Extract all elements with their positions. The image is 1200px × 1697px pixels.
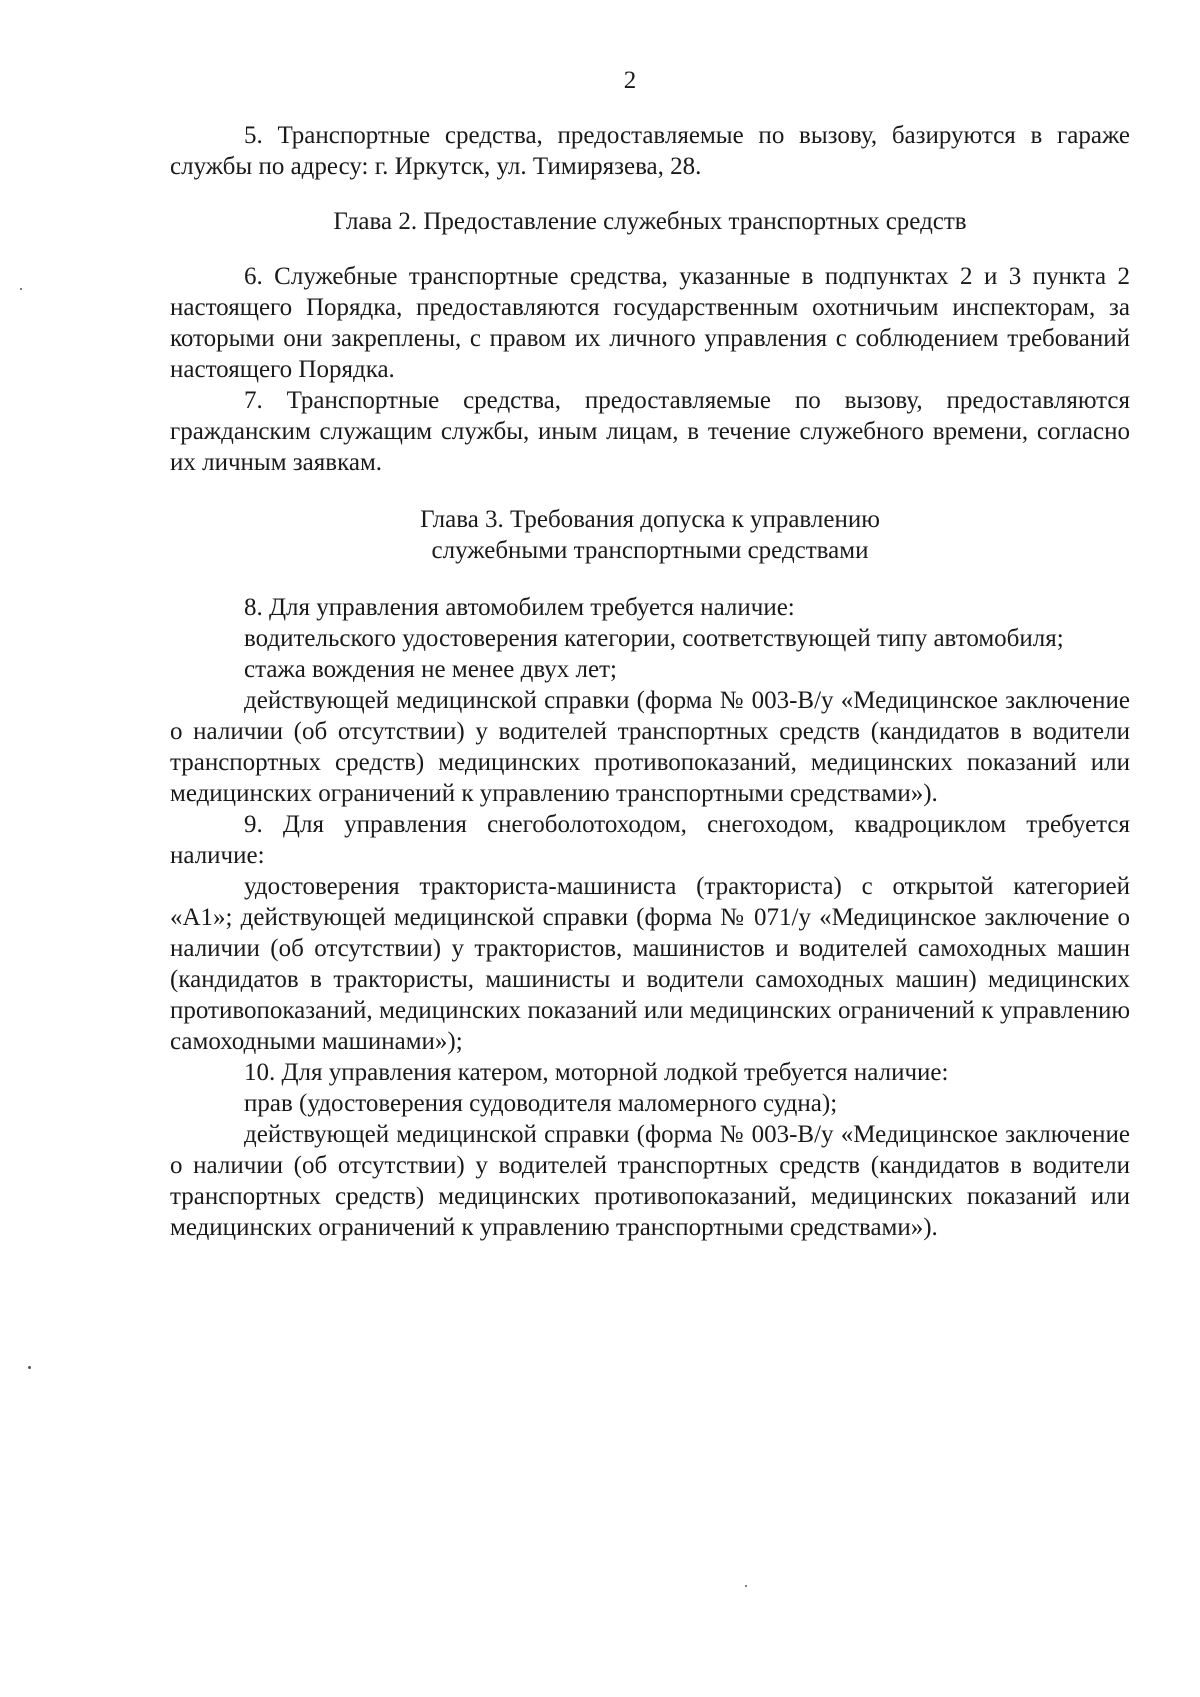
- paragraph-9-item-tractor: удостоверения тракториста-машиниста (тракториста) с открытой категорией «А1»; действующей медицинской справки (форма № 071/у «Медицинское заключение о наличии (об отсутствии) у трактористов, машинистов и водителей самоходных машин (кандидатов в трактористы, машинисты и водители самоходных машин) медицинских противопоказаний, медицинских показаний или медицинских ограничений к управлению самоходными машинами»);: [170, 873, 1130, 1055]
- paragraph-6: 6. Служебные транспортные средства, указанные в подпунктах 2 и 3 пункта 2 настоящего Порядка, предоставляются государственным охотничьим инспекторам, за которыми они закреплены, с правом их личного управления с соблюдением требований настоящего Порядка.: [170, 263, 1130, 383]
- chapter-3-heading-line-1: Глава 3. Требования допуска к управлению: [420, 506, 880, 533]
- chapter-2-heading: Глава 2. Предоставление служебных транспортных средств: [333, 208, 967, 235]
- paragraph-5: 5. Транспортные средства, предоставляемые по вызову, базируются в гараже службы по адресу: г. Иркутск, ул. Тимирязева, 28.: [170, 122, 1130, 180]
- paragraph-9: 9. Для управления снегоболотоходом, снегоходом, квадроциклом требуется наличие:: [170, 811, 1130, 869]
- document-body: [170, 120, 1130, 1243]
- paragraph-8-item-experience: стажа вождения не менее двух лет;: [244, 656, 617, 683]
- paragraph-10: 10. Для управления катером, моторной лодкой требуется наличие:: [244, 1059, 949, 1086]
- page-number: 2: [623, 67, 637, 94]
- scan-speck: [20, 288, 22, 290]
- paragraph-10-item-medical: действующей медицинской справки (форма № 003-В/у «Медицинское заключение о наличии (об отсутствии) у водителей транспортных средств (кандидатов в водители транспортных средств) медицинских противопоказаний, медицинских показаний или медицинских ограничений к управлению транспортными средствами»).: [170, 1121, 1130, 1241]
- scan-speck: [745, 1585, 747, 1587]
- paragraph-8: 8. Для управления автомобилем требуется наличие:: [244, 594, 795, 621]
- paragraph-7: 7. Транспортные средства, предоставляемые по вызову, предоставляются гражданским служащим службы, иным лицам, в течение служебного времени, согласно их личным заявкам.: [170, 387, 1130, 476]
- paragraph-8-item-medical: действующей медицинской справки (форма № 003-В/у «Медицинское заключение о наличии (об отсутствии) у водителей транспортных средств (кандидатов в водители транспортных средств) медицинских противопоказаний, медицинских показаний или медицинских ограничений к управлению транспортными средствами»).: [170, 687, 1130, 807]
- chapter-3-heading: [170, 504, 1130, 566]
- chapter-3-heading-line-2: служебными транспортными средствами: [431, 537, 869, 564]
- paragraph-10-item-license: прав (удостоверения судоводителя маломерного судна);: [244, 1090, 838, 1117]
- scan-speck: [28, 1366, 31, 1369]
- paragraph-8-item-license: водительского удостоверения категории, соответствующей типу автомобиля;: [244, 625, 1064, 652]
